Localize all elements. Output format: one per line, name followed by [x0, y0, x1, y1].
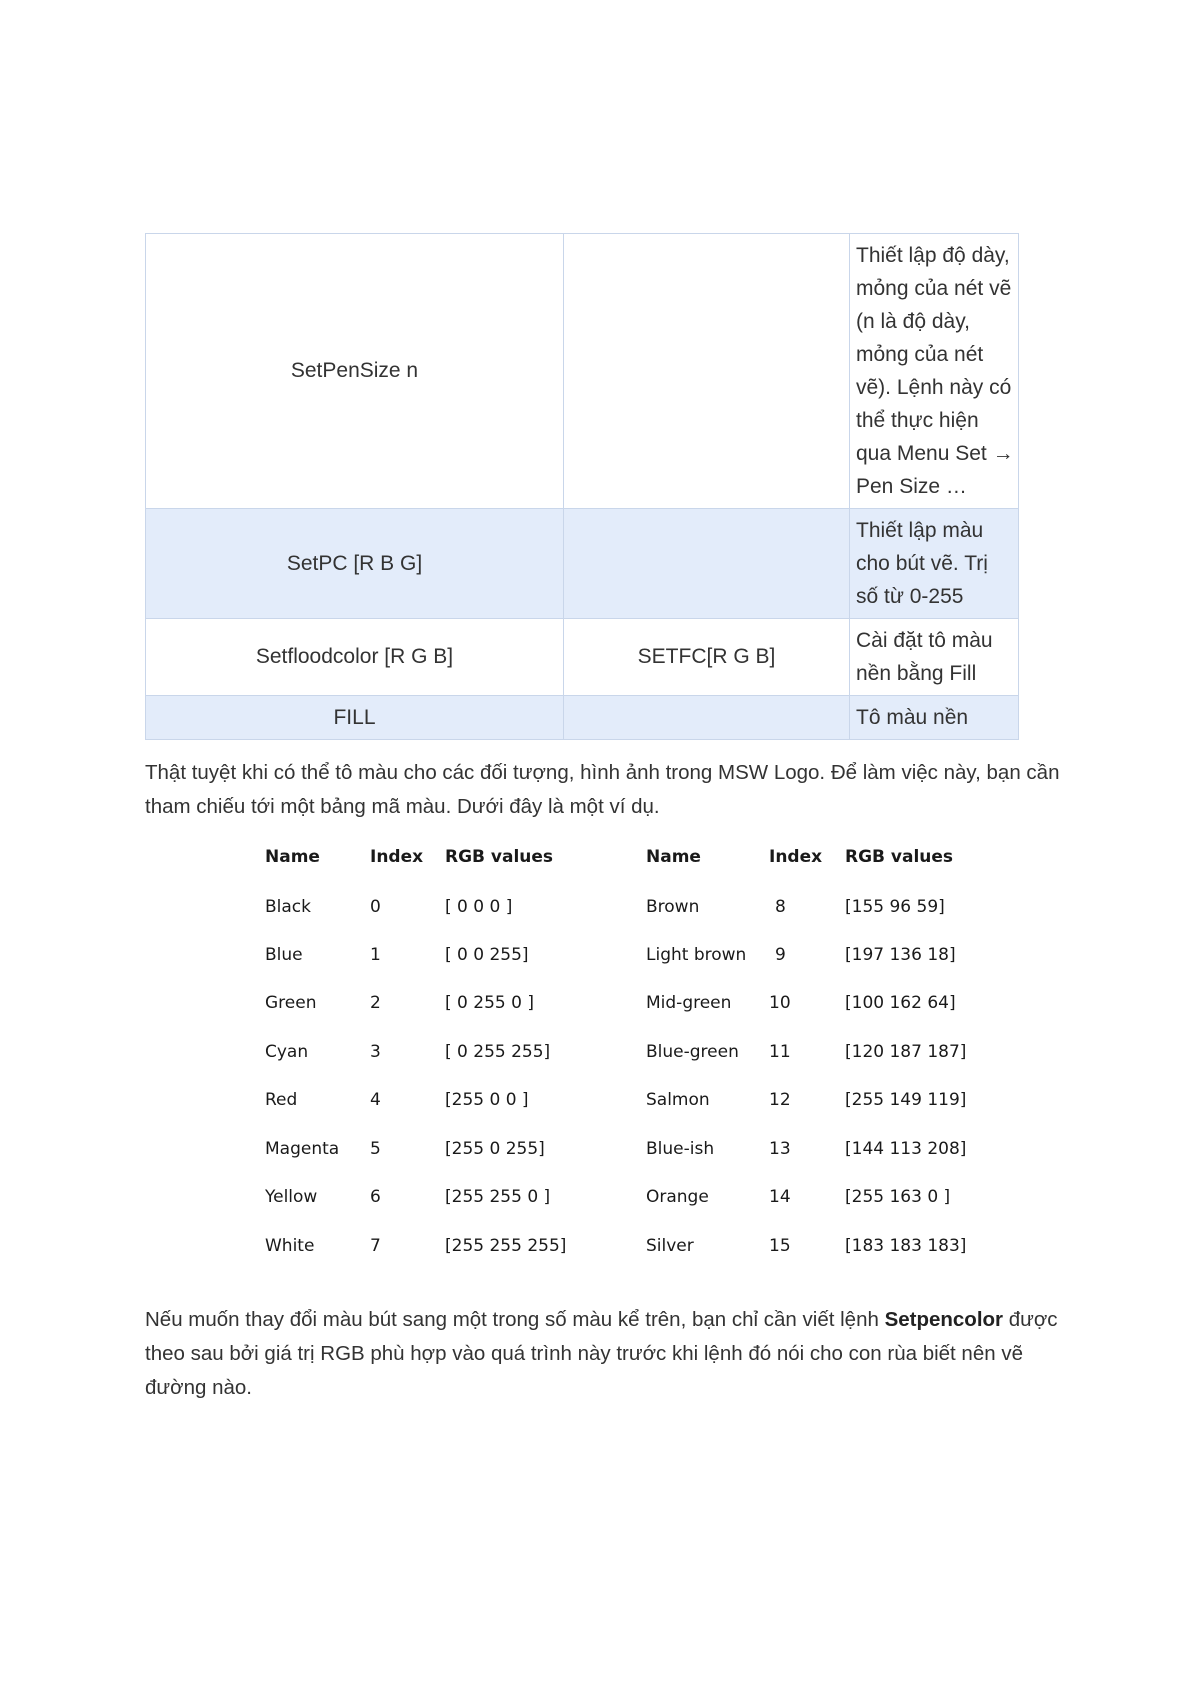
color-name: Black — [265, 897, 311, 917]
color-index: 4 — [370, 1090, 381, 1110]
table-row — [146, 234, 1019, 509]
color-rgb: [255 149 119] — [845, 1090, 967, 1110]
color-rgb: [255 0 0 ] — [445, 1090, 529, 1110]
command-cell: FILL — [146, 696, 564, 740]
color-index: 12 — [769, 1090, 791, 1110]
color-name: Yellow — [265, 1187, 318, 1207]
command-cell: Setfloodcolor [R G B] — [146, 619, 564, 696]
command-cell: SetPenSize n — [146, 234, 564, 509]
intro-paragraph: Thật tuyệt khi có thể tô màu cho các đối tượng, hình ảnh trong MSW Logo. Để làm việc này, bạn cần tham chiếu tới một bảng mã màu. Dưới đây là một ví dụ. — [145, 761, 1060, 818]
color-name: Orange — [646, 1187, 709, 1207]
color-index: 9 — [775, 945, 786, 965]
table-row — [146, 696, 1019, 740]
color-name: Silver — [646, 1236, 694, 1256]
color-rgb: [100 162 64] — [845, 993, 956, 1013]
color-index: 14 — [769, 1187, 791, 1207]
color-rgb: [255 255 255] — [445, 1236, 567, 1256]
description-cell: Thiết lập màu cho bút vẽ. Trị số từ 0-255 — [850, 509, 1019, 619]
color-name: Light brown — [646, 945, 747, 965]
color-index: 13 — [769, 1139, 791, 1159]
color-rgb: [120 187 187] — [845, 1042, 967, 1062]
color-rgb: [255 0 255] — [445, 1139, 545, 1159]
header-rgb: RGB values — [445, 847, 554, 867]
color-name: Blue — [265, 945, 303, 965]
color-name: Salmon — [646, 1090, 710, 1110]
color-rgb: [144 113 208] — [845, 1139, 967, 1159]
color-table-header — [265, 847, 1005, 877]
color-row — [265, 1090, 1005, 1120]
header-rgb: RGB values — [845, 847, 954, 867]
command-cell: SetPC [R B G] — [146, 509, 564, 619]
short-command-cell: SETFC[R G B] — [564, 619, 850, 696]
color-rgb: [ 0 0 255] — [445, 945, 529, 965]
color-index: 1 — [370, 945, 381, 965]
color-index: 11 — [769, 1042, 791, 1062]
color-rgb: [255 255 0 ] — [445, 1187, 551, 1207]
description-cell: Thiết lập độ dày, mỏng của nét vẽ (n là độ dày, mỏng của nét vẽ). Lệnh này có thể thực hiện qua Menu Set → Pen Size … — [850, 234, 1019, 509]
short-command-cell — [564, 696, 850, 740]
color-rgb: [ 0 0 0 ] — [445, 897, 513, 917]
header-name: Name — [646, 847, 701, 867]
color-row — [265, 993, 1005, 1023]
setpencolor-paragraph — [145, 1303, 1065, 1405]
table-row — [146, 619, 1019, 696]
color-name: Cyan — [265, 1042, 309, 1062]
color-index: 2 — [370, 993, 381, 1013]
command-table — [145, 233, 1019, 740]
color-name: White — [265, 1236, 315, 1256]
color-index: 10 — [769, 993, 791, 1013]
color-row — [265, 897, 1005, 927]
header-name: Name — [265, 847, 320, 867]
color-rgb: [155 96 59] — [845, 897, 945, 917]
short-command-cell — [564, 509, 850, 619]
color-name: Red — [265, 1090, 298, 1110]
color-rgb: [ 0 255 0 ] — [445, 993, 534, 1013]
description-cell: Cài đặt tô màu nền bằng Fill — [850, 619, 1019, 696]
color-index: 0 — [370, 897, 381, 917]
color-row — [265, 1187, 1005, 1217]
color-name: Brown — [646, 897, 700, 917]
color-row — [265, 1139, 1005, 1169]
color-rgb: [ 0 255 255] — [445, 1042, 551, 1062]
setpencolor-keyword: Setpencolor — [884, 1308, 1004, 1331]
color-name: Magenta — [265, 1139, 340, 1159]
color-row — [265, 1042, 1005, 1072]
paragraph-text: Nếu muốn thay đổi màu bút sang một trong số màu kể trên, bạn chỉ cần viết lệnh — [145, 1308, 885, 1331]
color-index: 3 — [370, 1042, 381, 1062]
color-name: Green — [265, 993, 317, 1013]
color-row — [265, 1236, 1005, 1266]
color-rgb: [197 136 18] — [845, 945, 956, 965]
color-index: 7 — [370, 1236, 381, 1256]
color-row — [265, 945, 1005, 975]
color-name: Blue-green — [646, 1042, 739, 1062]
color-rgb: [255 163 0 ] — [845, 1187, 951, 1207]
header-index: Index — [769, 847, 823, 867]
color-rgb: [183 183 183] — [845, 1236, 967, 1256]
header-index: Index — [370, 847, 424, 867]
description-cell: Tô màu nền — [850, 696, 1019, 740]
color-name: Mid-green — [646, 993, 732, 1013]
paragraph-text: được theo sau bởi giá trị RGB phù hợp vào quá trình này trước khi lệnh đó nói cho con rùa biết nên vẽ đường nào. — [145, 1308, 1058, 1399]
color-name: Blue-ish — [646, 1139, 715, 1159]
color-index: 5 — [370, 1139, 381, 1159]
color-index: 15 — [769, 1236, 791, 1256]
short-command-cell — [564, 234, 850, 509]
table-row — [146, 509, 1019, 619]
color-index: 8 — [775, 897, 786, 917]
color-index: 6 — [370, 1187, 381, 1207]
